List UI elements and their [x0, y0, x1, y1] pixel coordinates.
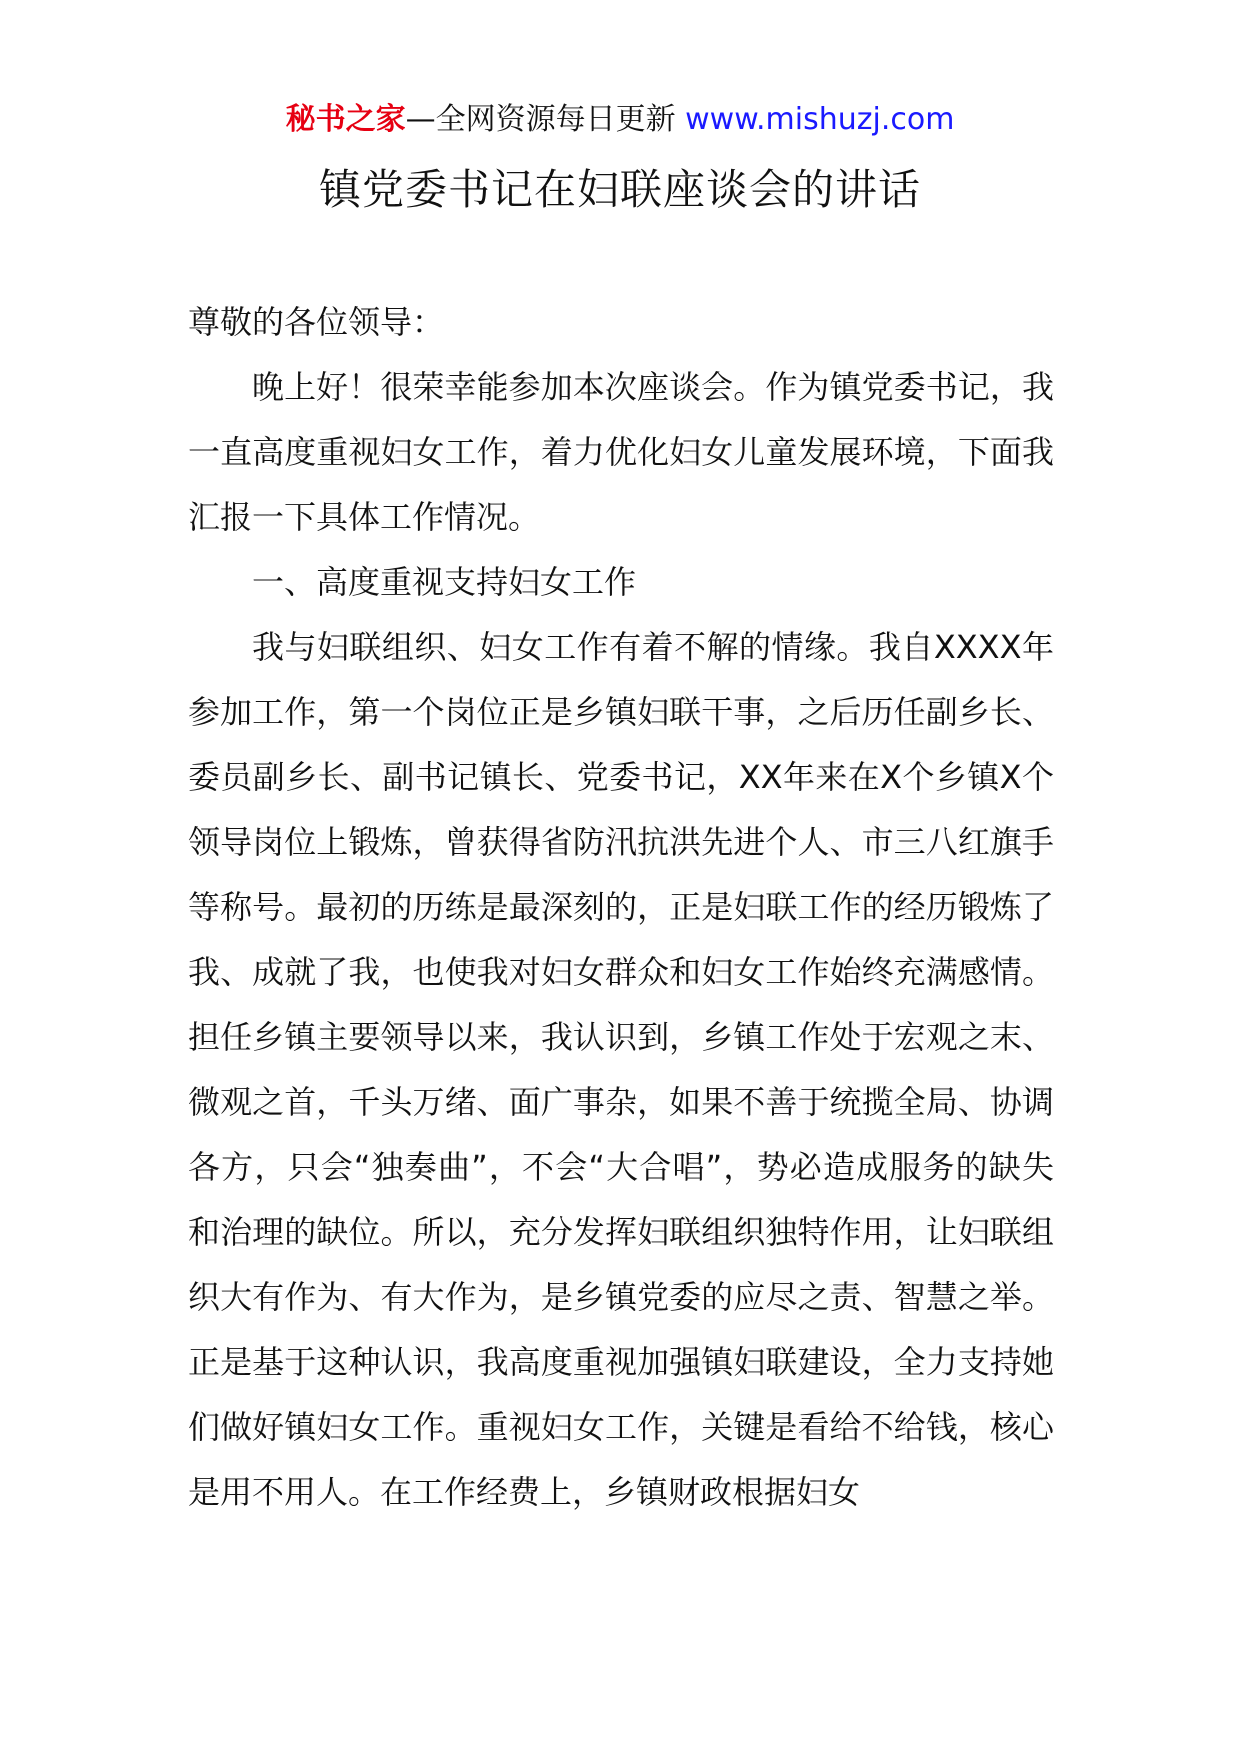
salutation: 尊敬的各位领导： — [188, 303, 445, 341]
site-header — [0, 100, 1240, 140]
site-url-link[interactable]: www.mishuzj.com — [685, 102, 955, 137]
paragraph-greeting: 晚上好！很荣幸能参加本次座谈会。作为镇党委书记，我一直高度重视妇女工作，着力优化妇女儿童发展环境，下面我汇报一下具体工作情况。 — [188, 368, 1054, 536]
paragraph-body: 我与妇联组织、妇女工作有着不解的情缘。我自XXXX年参加工作，第一个岗位正是乡镇妇联干事，之后历任副乡长、委员副乡长、副书记镇长、党委书记，XX年来在X个乡镇X个领导岗位上锻炼，曾获得省防汛抗洪先进个人、市三八红旗手等称号。最初的历练是最深刻的，正是妇联工作的经历锻炼了我、成就了我，也使我对妇女群众和妇女工作始终充满感情。担任乡镇主要领导以来，我认识到，乡镇工作处于宏观之末、微观之首，千头万绪、面广事杂，如果不善于统揽全局、协调各方，只会“独奏曲”，不会“大合唱”，势必造成服务的缺失和治理的缺位。所以，充分发挥妇联组织独特作用，让妇联组织大有作为、有大作为，是乡镇党委的应尽之责、智慧之举。正是基于这种认识，我高度重视加强镇妇联建设，全力支持她们做好镇妇女工作。重视妇女工作，关键是看给不给钱，核心是用不用人。在工作经费上，乡镇财政根据妇女 — [188, 628, 1054, 1511]
document-title: 镇党委书记在妇联座谈会的讲话 — [318, 165, 921, 214]
brand-name: 秘书之家 — [285, 102, 406, 137]
document-body — [188, 290, 1054, 1525]
header-tagline: —全网资源每日更新 — [405, 102, 676, 137]
section-heading: 一、高度重视支持妇女工作 — [252, 563, 637, 601]
